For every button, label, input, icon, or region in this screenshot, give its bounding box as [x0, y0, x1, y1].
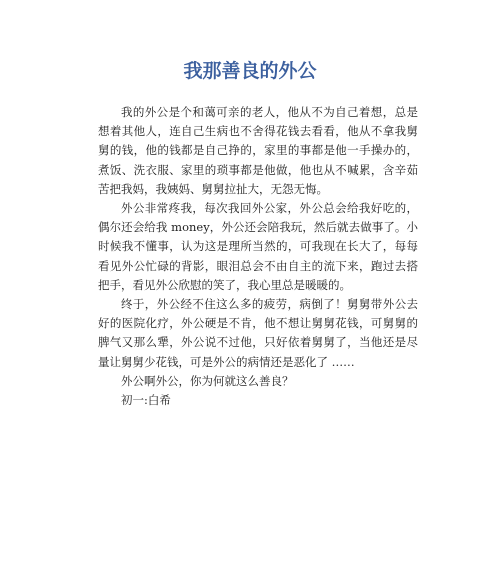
paragraph-4: 外公啊外公，你为何就这么善良？: [121, 373, 294, 388]
author-signature: 初一:白希: [121, 393, 171, 408]
paragraph-1: 我的外公是个和蔼可亲的老人，他从不为自己着想，总是想着其他人，连自己生病也不舍得花钱去看看，他从不拿我舅舅的钱，他的钱都是自己挣的，家里的事都是他一手操办的，煮饭、洗衣服、家里的琐事都是他做，他也从不喊累，含辛茹苦把我妈，我姨妈、舅舅拉扯大，无怨无悔。: [98, 105, 418, 196]
paragraph-2: 外公非常疼我，每次我回外公家，外公总会给我好吃的，偶尔还会给我 money，外公还会陪我玩，然后就去做事了。小时候我不懂事，认为这是理所当然的，可我现在长大了，每每看见外公忙碌的背影，眼泪总会不由自主的流下来，跑过去搭把手，看见外公欣慰的笑了，我心里总是暖暖的。: [98, 201, 418, 292]
essay-title: 我那善良的外公: [183, 60, 317, 82]
essay-body: [98, 103, 418, 410]
paragraph-3: 终于，外公经不住这么多的疲劳，病倒了！舅舅带外公去好的医院化疗，外公硬是不肯，他不想让舅舅花钱，可舅舅的脾气又那么犟，外公说不过他，只好依着舅舅了，当他还是尽量让舅舅少花钱，可是外公的病情还是恶化了 ……: [98, 297, 418, 369]
